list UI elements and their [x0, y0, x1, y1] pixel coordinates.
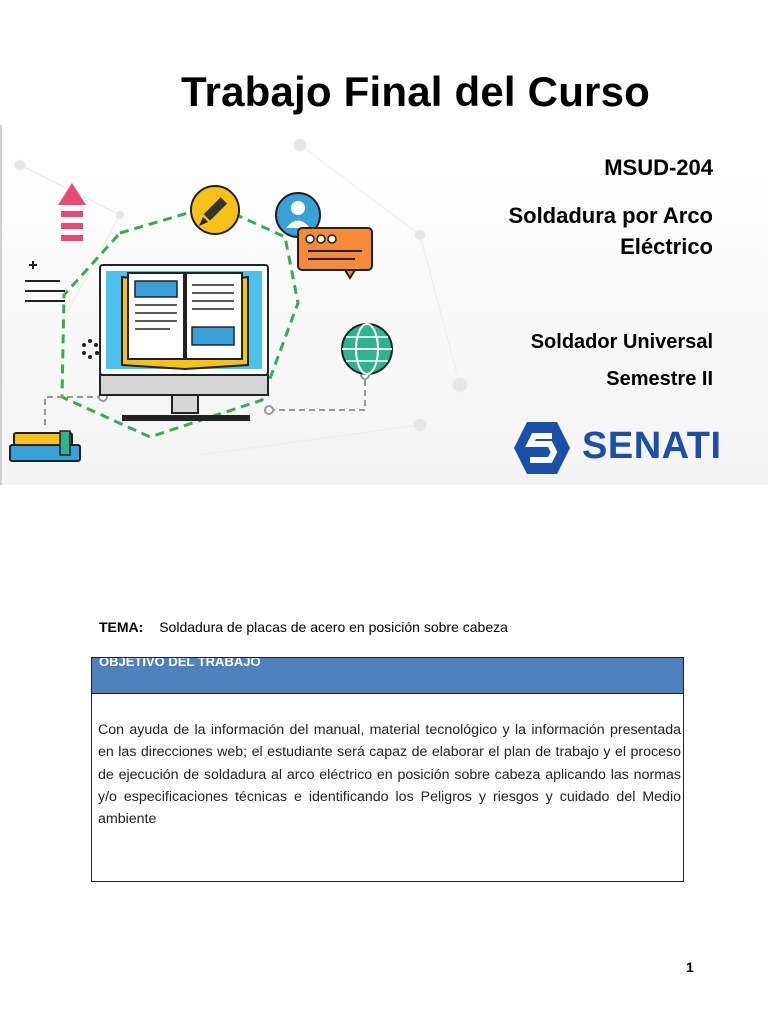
chat-bubble-icon	[298, 228, 372, 278]
list-lines-icon	[25, 261, 65, 301]
course-name-line2: Eléctrico	[620, 234, 713, 259]
connector-right	[269, 375, 365, 410]
e-learning-illustration	[0, 125, 480, 485]
objective-text: Con ayuda de la información del manual, material tecnológico y la información presentada en las direcciones web; el estudiante será capaz de elaborar el plan de trabajo y el proceso de ejecución de soldadura al arco eléctrico en posición sobre cabeza aplicando las normas y/o especificaciones técnicas e identificando los Peligros y riesgos y cuidado del Medio ambiente	[98, 722, 681, 828]
loading-icon	[82, 339, 99, 359]
senati-logo	[512, 420, 722, 476]
page-number: 1	[686, 959, 694, 975]
document-title: Trabajo Final del Curso	[181, 68, 651, 115]
objective-header	[92, 658, 683, 694]
tema-row	[99, 619, 508, 635]
books-stack-icon	[10, 431, 80, 461]
senati-logo-text: SENATI	[582, 425, 722, 467]
objective-title: OBJETIVO DEL TRABAJO	[99, 658, 261, 669]
upload-arrow-icon	[58, 183, 86, 241]
globe-icon	[342, 324, 392, 374]
course-code: MSUD-204	[604, 155, 713, 180]
senati-logo-icon	[512, 420, 572, 476]
tema-label: TEMA:	[99, 619, 144, 635]
pencil-icon	[191, 186, 239, 234]
course-name	[508, 200, 713, 262]
tema-value: Soldadura de placas de acero en posición sobre cabeza	[159, 619, 508, 635]
career-name: Soldador Universal	[530, 331, 713, 353]
semester-label: Semestre II	[606, 368, 713, 390]
open-book-icon	[122, 273, 248, 369]
course-name-line1: Soldadura por Arco	[508, 203, 713, 228]
